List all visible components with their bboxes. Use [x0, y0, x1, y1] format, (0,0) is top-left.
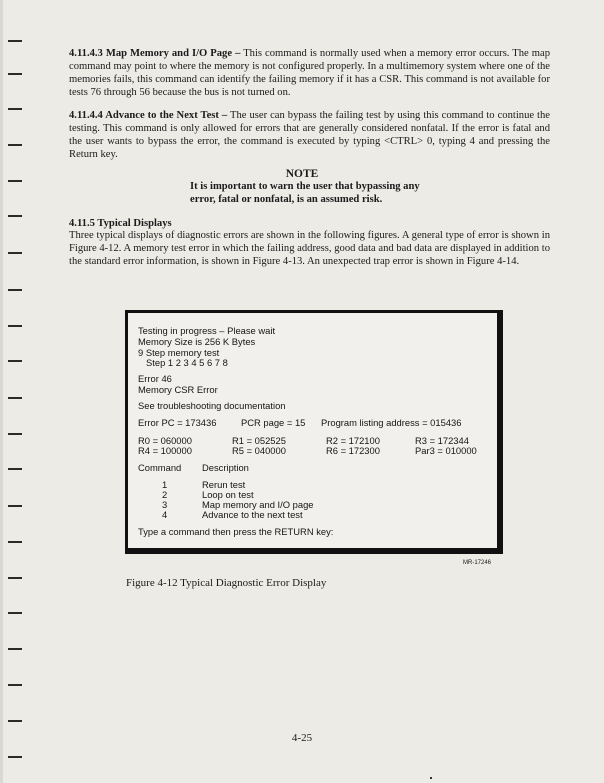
figure-caption: Figure 4-12 Typical Diagnostic Error Display: [126, 577, 327, 589]
register-par3: Par3 = 010000: [415, 445, 477, 456]
note-body: [190, 181, 430, 207]
register-r6: R6 = 172300: [326, 445, 380, 456]
margin-tick: [8, 40, 22, 42]
margin-tick: [8, 325, 22, 327]
command-description: Loop on test: [202, 489, 254, 500]
margin-tick: [8, 73, 22, 75]
margin-tick: [8, 360, 22, 362]
command-prompt: Type a command then press the RETURN key:: [138, 526, 334, 537]
margin-tick: [8, 252, 22, 254]
register-r5: R5 = 040000: [232, 445, 286, 456]
margin-tick: [8, 612, 22, 614]
command-number: 3: [162, 499, 168, 510]
command-number: 2: [162, 489, 168, 500]
margin-tick: [8, 215, 22, 217]
margin-tick: [8, 505, 22, 507]
margin-tick: [8, 289, 22, 291]
command-number: 1: [162, 479, 168, 490]
error-pc: Error PC = 173436: [138, 417, 217, 428]
margin-tick: [8, 144, 22, 146]
note-title: NOTE: [285, 168, 319, 180]
figure-reference-code: MR-17246: [463, 560, 492, 566]
register-r1: R1 = 052525: [232, 435, 286, 446]
paragraph-advance-next: [69, 110, 550, 162]
margin-tick: [8, 720, 22, 722]
paragraph-heading: 4.11.4.3 Map Memory and I/O Page –: [69, 48, 241, 59]
screen-line: Testing in progress – Please wait: [138, 325, 276, 336]
register-r4: R4 = 100000: [138, 445, 192, 456]
page-edge: [0, 0, 3, 783]
terminal-display: [125, 310, 503, 554]
margin-tick: [8, 756, 22, 758]
paragraph-map-memory: [69, 48, 550, 100]
paragraph-heading: 4.11.4.4 Advance to the Next Test –: [69, 110, 228, 121]
screen-line: See troubleshooting documentation: [138, 400, 286, 411]
note-line: It is important to warn the user that bypassing any: [190, 181, 420, 192]
margin-tick: [8, 397, 22, 399]
listing-address: Program listing address = 015436: [321, 417, 462, 428]
register-r3: R3 = 172344: [415, 435, 469, 446]
command-header: Command: [138, 462, 182, 473]
command-number: 4: [162, 509, 168, 520]
command-description: Map memory and I/O page: [202, 499, 314, 510]
screen-line: Step 1 2 3 4 5 6 7 8: [146, 357, 228, 368]
paragraph-text: This command is normally used when a memory error occurs. The map command may point to where the memory is not configured properly. In a multimemory system where one of the memories fails, this command can identify the failing memory if it has a CSR. This command is not available for tests 76 through 56 because the bus is not turned on.: [69, 48, 550, 98]
register-r0: R0 = 060000: [138, 435, 192, 446]
screen-line: Memory CSR Error: [138, 384, 218, 395]
margin-tick: [8, 541, 22, 543]
margin-tick: [8, 468, 22, 470]
pcr-page: PCR page = 15: [241, 417, 306, 428]
scan-speck: [430, 777, 432, 779]
command-description: Advance to the next test: [202, 509, 303, 520]
margin-tick: [8, 180, 22, 182]
margin-tick: [8, 108, 22, 110]
margin-tick: [8, 577, 22, 579]
margin-tick: [8, 684, 22, 686]
command-description: Rerun test: [202, 479, 246, 490]
screen-line: 9 Step memory test: [138, 347, 220, 358]
page-number: 4-25: [291, 732, 313, 744]
margin-tick: [8, 433, 22, 435]
screen-line: Memory Size is 256 K Bytes: [138, 336, 256, 347]
description-header: Description: [202, 462, 249, 473]
margin-tick: [8, 648, 22, 650]
section-heading: 4.11.5 Typical Displays: [69, 218, 172, 229]
paragraph-text: The user can bypass the failing test by using this command to continue the testing. This command is only allowed for errors that are generally considered nonfatal. If the error is fatal and the user wants to bypass the error, the command is executed by typing <CTRL> 0, typing 4 and pressing the Return key.: [69, 110, 550, 160]
paragraph-typical-displays: Three typical displays of diagnostic errors are shown in the following figures. A general type of error is shown in Figure 4-12. A memory test error in which the failing address, good data and bad data are displayed in addition to the standard error information, is shown in Figure 4-13. An unexpected trap error is shown in Figure 4-14.: [69, 230, 550, 267]
note-line: error, fatal or nonfatal, is an assumed risk.: [190, 193, 383, 205]
register-r2: R2 = 172100: [326, 435, 380, 446]
screen-line: Error 46: [138, 373, 172, 384]
